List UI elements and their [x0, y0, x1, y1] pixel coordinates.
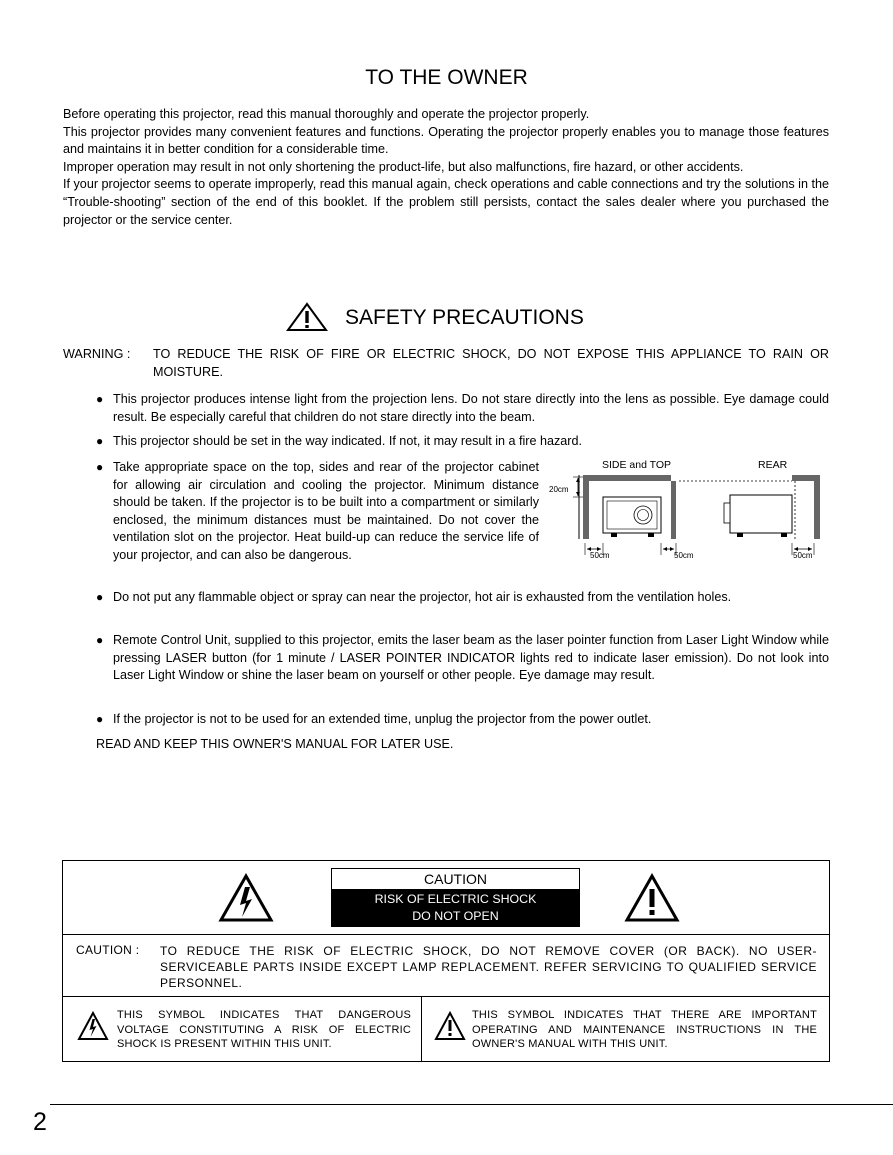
bullet-text: This projector should be set in the way indicated. If not, it may result in a fire hazard.	[113, 434, 583, 448]
bullet-icon: ●	[96, 633, 104, 647]
bullet-icon: ●	[96, 460, 104, 474]
bullet-icon: ●	[96, 434, 104, 448]
intro-text	[63, 106, 829, 229]
read-keep-notice: READ AND KEEP THIS OWNER'S MANUAL FOR LATER USE.	[96, 737, 454, 751]
caution-label-box	[331, 868, 580, 927]
intro-paragraph: Before operating this projector, read this manual thoroughly and operate the projector properly.	[63, 107, 590, 121]
symbol-voltage-text: THIS SYMBOL INDICATES THAT DANGEROUS VOLTAGE CONSTITUTING A RISK OF ELECTRIC SHOCK IS PRESENT WITHIN THIS UNIT.	[117, 1009, 411, 1051]
bullet-text: Do not put any flammable object or spray can near the projector, hot air is exhausted from the ventilation holes.	[113, 590, 732, 604]
lightning-triangle-icon	[77, 1011, 109, 1041]
lightning-triangle-icon	[218, 873, 274, 923]
bullet-icon: ●	[96, 590, 104, 604]
bullet-text: Remote Control Unit, supplied to this projector, emits the laser beam as the laser pointer function from Laser Light Window while pressing LASER button (for 1 minute / LASER POINTER INDICATOR lights red to indicate laser emission). Do not look into Laser Light Window or shine the laser beam on yourself or other people. Eye damage may result.	[113, 633, 829, 683]
warning-triangle-icon	[285, 302, 329, 332]
dimension-rear: 50cm	[793, 551, 813, 560]
figure-label-rear: REAR	[758, 459, 788, 471]
page-number: 2	[33, 1108, 47, 1136]
divider	[421, 997, 422, 1061]
clearance-diagram	[545, 455, 835, 565]
warning-text: TO REDUCE THE RISK OF FIRE OR ELECTRIC SHOCK, DO NOT EXPOSE THIS APPLIANCE TO RAIN OR MOISTURE.	[153, 347, 829, 379]
caution-text: TO REDUCE THE RISK OF ELECTRIC SHOCK, DO NOT REMOVE COVER (OR BACK). NO USER-SERVICEABLE PARTS INSIDE EXCEPT LAMP REPLACEMENT. REFER SERVICING TO QUALIFIED SERVICE PERSONNEL.	[160, 944, 817, 990]
intro-paragraph: This projector provides many convenient features and functions. Operating the projector properly enables you to manage those features and maintains it in better condition for a considerable time.	[63, 124, 829, 157]
intro-paragraph: If your projector seems to operate improperly, read this manual again, check operations and cable connections and try the solutions in the “Trouble-shooting” section of the end of this booklet. If the problem still persists, contact the sales dealer where you purchased the projector or the service center.	[63, 177, 829, 227]
bullet-icon: ●	[96, 392, 104, 406]
warning-label: WARNING :	[63, 347, 131, 361]
dimension-right: 50cm	[674, 551, 694, 560]
symbol-instructions-text: THIS SYMBOL INDICATES THAT THERE ARE IMPORTANT OPERATING AND MAINTENANCE INSTRUCTIONS IN THE OWNER'S MANUAL WITH THIS UNIT.	[472, 1009, 817, 1051]
caution-header-row	[63, 861, 829, 935]
bullet-text: This projector produces intense light from the projection lens. Do not stare directly into the lens as possible. Eye damage could result. Be especially careful that children do not stare directly into the beam.	[113, 392, 829, 424]
caution-symbols-row	[63, 997, 829, 1061]
caution-heading: CAUTION	[424, 871, 487, 887]
bullet-text: Take appropriate space on the top, sides and rear of the projector cabinet for allowing air circulation and cooling the projector. Minimum distance should be taken. If the projector is to be built into a compartment or similarly enclosed, the minimum distances must be maintained. Do not cover the ventilation slot on the projector. Heat build-up can reduce the service life of your projector, and can also be dangerous.	[113, 460, 539, 562]
caution-panel	[62, 860, 830, 1062]
caution-text-row	[63, 935, 829, 997]
page-title: TO THE OWNER	[365, 66, 528, 89]
bullet-icon: ●	[96, 712, 104, 726]
figure-label-side-top: SIDE and TOP	[602, 459, 672, 471]
intro-paragraph: Improper operation may result in not only shortening the product-life, but also malfunctions, fire hazard, or other accidents.	[63, 159, 744, 174]
footer-rule	[50, 1104, 893, 1105]
dimension-left: 50cm	[590, 551, 610, 560]
safety-title: SAFETY PRECAUTIONS	[345, 306, 584, 329]
dimension-top: 20cm	[549, 485, 569, 494]
caution-box-line: RISK OF ELECTRIC SHOCK	[374, 892, 537, 906]
exclamation-triangle-icon	[624, 873, 680, 923]
caution-box-body	[332, 889, 579, 926]
bullet-text: If the projector is not to be used for an extended time, unplug the projector from the power outlet.	[113, 712, 652, 726]
safety-heading	[0, 302, 893, 336]
exclamation-triangle-icon	[434, 1011, 466, 1041]
caution-box-line: DO NOT OPEN	[412, 908, 499, 923]
caution-label: CAUTION :	[76, 943, 140, 957]
